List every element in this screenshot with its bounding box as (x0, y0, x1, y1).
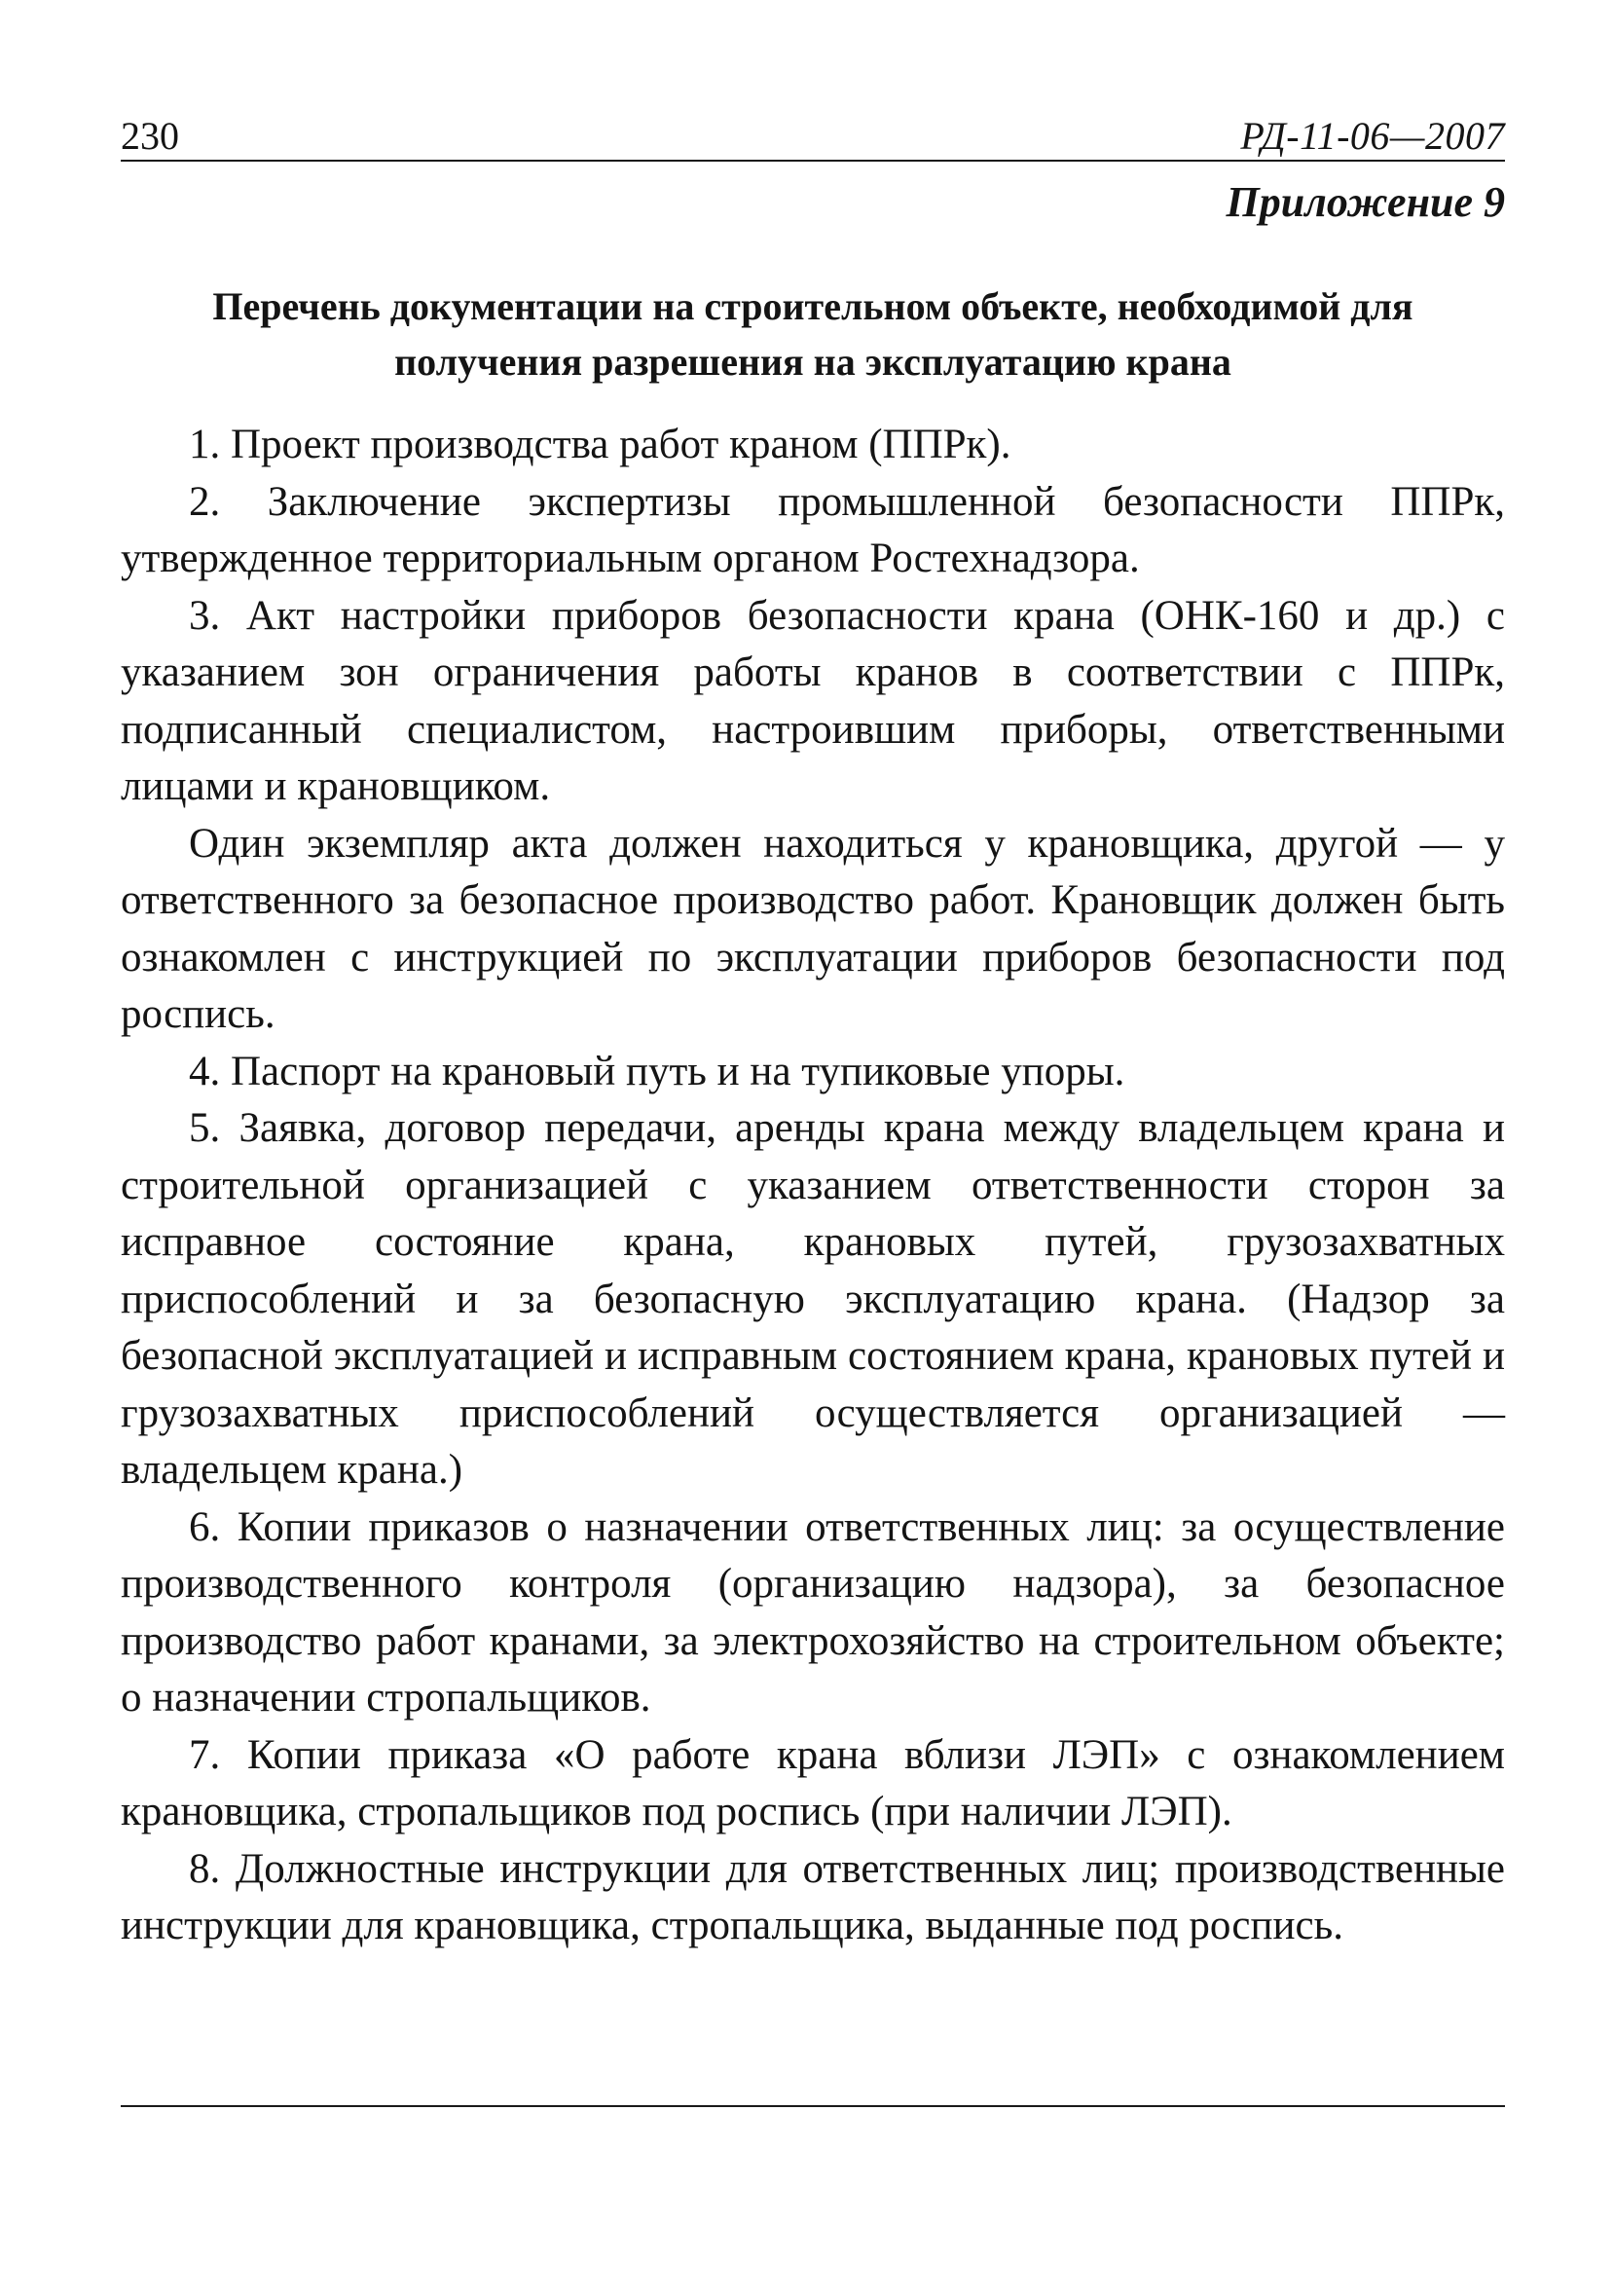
paragraph-item-3-note: Один экземпляр акта должен находиться у крановщика, другой — у ответственного за безопасное производство работ. Крановщик должен быть ознакомлен с инструкцией по эксплуатации приборов безопасности под роспись. (121, 820, 1505, 1037)
document-body (121, 417, 1505, 1955)
paragraph-item-7: 7. Копии приказа «О работе крана вблизи ЛЭП» с ознакомлением крановщика, стропальщиков под роспись (при наличии ЛЭП). (121, 1731, 1505, 1834)
footer-divider (121, 2105, 1505, 2107)
page-header (121, 105, 1505, 162)
appendix-label: Приложение 9 (1226, 178, 1505, 226)
paragraph-item-1: 1. Проект производства работ краном (ППРк). (189, 422, 1011, 467)
document-code: РД-11-06—2007 (1240, 114, 1505, 158)
paragraph-item-8: 8. Должностные инструкции для ответственных лиц; производственные инструкции для крановщика, стропальщика, выданные под роспись. (121, 1845, 1505, 1948)
paragraph-item-2: 2. Заключение экспертизы промышленной безопасности ППРк, утвержденное территориальным органом Ростехнадзора. (121, 478, 1505, 581)
paragraph-item-4: 4. Паспорт на крановый путь и на тупиковые упоры. (189, 1048, 1125, 1094)
paragraph-item-6: 6. Копии приказов о назначении ответственных лиц: за осуществление производственного контроля (организацию надзора), за безопасное производство работ кранами, за электрохозяйство на строительном объекте; о назначении стропальщиков. (121, 1503, 1505, 1721)
page-number: 230 (121, 114, 179, 158)
document-title: Перечень документации на строительном объекте, необходимой для получения разрешения на эксплуатацию крана (212, 284, 1413, 384)
paragraph-item-3: 3. Акт настройки приборов безопасности крана (ОНК-160 и др.) с указанием зон ограничения работы кранов в соответствии с ППРк, подписанный специалистом, настроившим приборы, ответственными лицами и крановщиком. (121, 592, 1505, 809)
paragraph-item-5: 5. Заявка, договор передачи, аренды крана между владельцем крана и строительной организацией с указанием ответственности сторон за исправное состояние крана, крановых путей, грузозахватных приспособлений и за безопасную эксплуатацию крана. (Надзор за безопасной эксплуатацией и исправным состоянием крана, крановых путей и грузозахватных приспособлений осуществляется организацией — владельцем крана.) (121, 1105, 1505, 1493)
